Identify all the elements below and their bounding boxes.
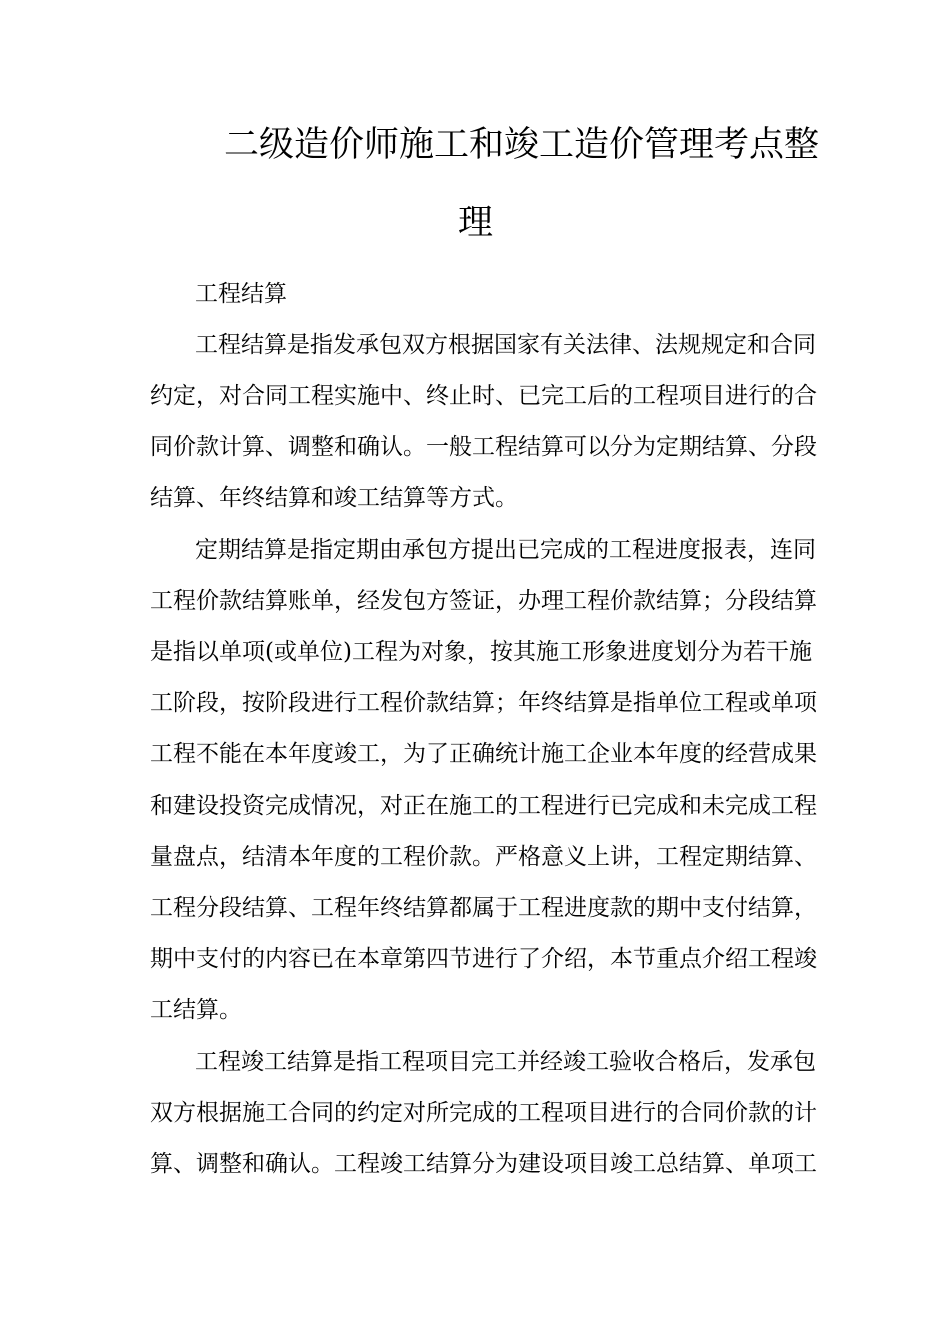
text-line: 工程分段结算、工程年终结算都属于工程进度款的期中支付结算， — [150, 895, 817, 921]
text-line: 期中支付的内容已在本章第四节进行了介绍，本节重点介绍工程竣 — [150, 946, 817, 972]
text-line: 工程价款结算账单，经发包方签证，办理工程价款结算；分段结算 — [150, 588, 817, 614]
text-line: 量盘点，结清本年度的工程价款。严格意义上讲，工程定期结算、 — [150, 844, 817, 870]
text-line: 定期结算是指定期由承包方提出已完成的工程进度报表，连同 — [195, 537, 816, 563]
text-line: 和建设投资完成情况，对正在施工的工程进行已完成和未完成工程 — [150, 793, 817, 819]
text-line: 双方根据施工合同的约定对所完成的工程项目进行的合同价款的计 — [150, 1100, 817, 1126]
document-title-line-1: 二级造价师施工和竣工造价管理考点整 — [224, 125, 820, 165]
document-title-line-2: 理 — [458, 203, 494, 243]
text-line: 算、调整和确认。工程竣工结算分为建设项目竣工总结算、单项工 — [150, 1151, 817, 1177]
text-line: 同价款计算、调整和确认。一般工程结算可以分为定期结算、分段 — [150, 434, 817, 460]
text-line: 工程结算是指发承包双方根据国家有关法律、法规规定和合同 — [195, 332, 816, 358]
text-line: 工程不能在本年度竣工，为了正确统计施工企业本年度的经营成果 — [150, 741, 817, 767]
section-heading: 工程结算 — [195, 281, 287, 307]
text-line: 工阶段，按阶段进行工程价款结算；年终结算是指单位工程或单项 — [150, 690, 817, 716]
text-line: 结算、年终结算和竣工结算等方式。 — [150, 485, 518, 511]
text-line: 工结算。 — [150, 997, 242, 1023]
text-line: 工程竣工结算是指工程项目完工并经竣工验收合格后，发承包 — [195, 1049, 816, 1075]
text-line: 约定，对合同工程实施中、终止时、已完工后的工程项目进行的合 — [150, 383, 817, 409]
text-line: 是指以单项(或单位)工程为对象，按其施工形象进度划分为若干施 — [150, 639, 812, 665]
